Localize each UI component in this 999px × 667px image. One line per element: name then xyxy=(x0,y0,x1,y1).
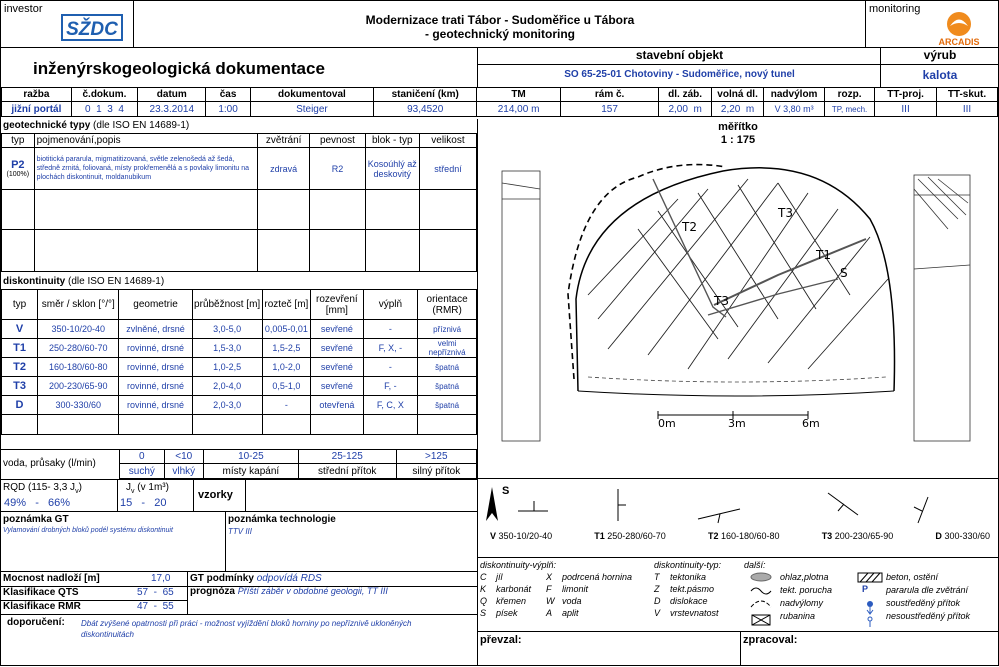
col-tm: TM xyxy=(477,88,560,102)
svg-text:S: S xyxy=(840,266,848,280)
orientation-symbols xyxy=(477,478,999,558)
notes-section: poznámka GT Vylamování drobných bloků podél systému diskontinuit poznámka technologie TTV III xyxy=(1,511,477,572)
geotech-title: geotechnické typy xyxy=(3,120,91,131)
vyrub-value: kalota xyxy=(922,68,958,82)
meritko-label: měřítko xyxy=(718,121,758,133)
disk-section: diskontinuity (dle ISO EN 14689-1) typ směr / sklon [°/°] geometrie průběžnost [m] rozteč [m] rozevření [mm] výplň orientace (RMR) V 350-10/20-40 zvlněné, drsné 3,0-5,0 0,005-0,01 sevřené - příznivá T1 250-280/60-70 rovinné, drsné 1,5-3,0 1,5-2,5 sevřené F, X, - velmi nepříznivá T2 160-180/60-80 rovinné, drsné 1,0-2,5 1,0-2,0 sevřené - špatná T3 200-230/65-90 rovinné, drsné 2,0-4,0 0,5-1,0 sevřené F, - špatná D 300-330/60 rovinné, drsné 2,0-3,0 - otevřená F, C, X špatná xyxy=(1,275,477,435)
legend-vypln-item: Q xyxy=(480,596,488,606)
legend-vypln-item: limonit xyxy=(562,584,589,594)
disk-cell-typ: T1 xyxy=(2,339,38,358)
disk-cell-roz: 0,005-0,01 xyxy=(262,320,310,339)
svg-text:ARCADIS: ARCADIS xyxy=(938,37,980,47)
investor-label: investor xyxy=(4,3,43,15)
rozp-value: TP, mech. xyxy=(824,102,874,117)
col-ram: rám č. xyxy=(560,88,659,102)
legend-vypln-item: W xyxy=(546,596,555,606)
legend-typ-item: vrstevnatost xyxy=(670,608,719,618)
disk-cell-typ: T3 xyxy=(2,377,38,396)
szdc-logo xyxy=(61,13,125,43)
staniceni-value: 93,4520 xyxy=(374,102,477,117)
col-razba: ražba xyxy=(2,88,72,102)
legend-typ-item: tektonika xyxy=(670,572,707,582)
legend-dalsi-item: tekt. porucha xyxy=(780,585,833,595)
disk-cell-geo: rovinné, drsné xyxy=(119,339,192,358)
logo-text: SŽDC xyxy=(66,19,118,40)
tunnel-sketch xyxy=(478,119,999,478)
disk-cell-prub: 1,5-3,0 xyxy=(192,339,262,358)
legend-dalsi2-item: beton, ostění xyxy=(886,572,939,582)
disk-cell-prub: 1,0-2,5 xyxy=(192,358,262,377)
signature-row xyxy=(477,631,999,666)
info-table xyxy=(1,87,998,117)
disk-cell-roz: - xyxy=(262,396,310,415)
disk-cell-typ: T2 xyxy=(2,358,38,377)
legend-typ-item: tekt.pásmo xyxy=(670,584,715,594)
geotech-row: P2 (100%) biotitická pararula, migmatitizovaná, světle zelenošedá až šedá, středně zrnitá, foliovaná, místy prokřemenělá a s povlaky limonitu na plochách diskontinuit, moldanubikum zdravá R2 Kosoúhlý až deskovitý střední xyxy=(2,148,477,190)
north-label: S xyxy=(502,485,510,497)
col-nadvylom: nadvýlom xyxy=(764,88,825,102)
header-bar xyxy=(1,1,998,48)
disk-cell-geo: rovinné, drsné xyxy=(119,396,192,415)
rqd-section: RQD (115- 3,3 $J_v$) 49% - 66% $J_v$ (v 1m³) 15 - 20 vzorky xyxy=(1,479,477,512)
col-dokumentoval: dokumentoval xyxy=(250,88,373,102)
legend-vypln-item: křemen xyxy=(496,596,527,606)
disk-title: diskontinuity xyxy=(3,276,66,287)
disk-cell-rozev: otevřená xyxy=(311,396,364,415)
symbol-0: V 350-10/20-40 xyxy=(490,531,553,541)
legend-dalsi2-item: pararula dle zvětrání xyxy=(886,585,969,595)
symbol-1: T1 250-280/60-70 xyxy=(594,531,666,541)
voda-section: voda, průsaky (l/min) 0 <10 10-25 25-125 >125 suchý vlhký místy kapání střední přítok silný přítok xyxy=(1,449,477,480)
tm-value: 214,00 m xyxy=(477,102,560,117)
col-dokum: č.dokum. xyxy=(71,88,137,102)
disk-row xyxy=(2,377,477,396)
voda-label: voda, průsaky (l/min) xyxy=(3,458,96,469)
col-cas: čas xyxy=(206,88,250,102)
legend-vypln-item: X xyxy=(546,572,553,582)
tt-proj-value: III xyxy=(875,102,937,117)
legend-vypln-item: S xyxy=(480,608,487,618)
bottom-section: Mocnost nadloží [m] 17,0 GT podmínky odpovídá RDS Klasifikace QTS 57 - 65 prognóza Příští záběr v obdobné geologii, TT III Klasifikace RMR 47 - 55 doporučení: Dbát zvýšené opatrnosti při práci - možnost vyjíždění bloků horniny po nepříznivě ukloněných diskontinuitách xyxy=(1,571,477,666)
nadvylom-value: V 3,80 m³ xyxy=(764,102,825,117)
razba-value: jižní portál xyxy=(2,102,72,117)
project-title: Modernizace trati Tábor - Sudoměřice u Tábora xyxy=(365,13,635,27)
disk-cell-smer: 250-280/60-70 xyxy=(38,339,119,358)
datum-value: 23.3.2014 xyxy=(138,102,206,117)
vzorky-label: vzorky xyxy=(198,489,233,501)
meritko-value: 1 : 175 xyxy=(720,134,756,146)
legend-vypln-item: F xyxy=(546,584,552,594)
legend-vypln-item: podrcená hornina xyxy=(562,572,633,582)
disk-cell-orient: špatná xyxy=(418,396,477,415)
col-volna: volná dl. xyxy=(711,88,763,102)
disk-cell-vypln: F, X, - xyxy=(363,339,418,358)
legend-vypln-item: voda xyxy=(562,596,582,606)
disk-cell-rozev: sevřené xyxy=(311,339,364,358)
col-datum: datum xyxy=(138,88,206,102)
symbol-3: T3 200-230/65-90 xyxy=(821,531,894,541)
disk-cell-typ: V xyxy=(2,320,38,339)
legend-typ-item: T xyxy=(654,572,660,582)
col-dl-zab: dl. záb. xyxy=(659,88,711,102)
svg-text:3m: 3m xyxy=(728,417,746,430)
tt-skut-value: III xyxy=(936,102,997,117)
disk-cell-smer: 160-180/60-80 xyxy=(38,358,119,377)
legend-dalsi-item: rubanina xyxy=(780,611,816,621)
arcadis-logo xyxy=(934,9,984,47)
legend-dalsi-item: nadvýlomy xyxy=(780,598,824,608)
disk-cell-smer: 350-10/20-40 xyxy=(38,320,119,339)
disk-row xyxy=(2,320,477,339)
disk-row xyxy=(2,396,477,415)
svg-text:6m: 6m xyxy=(802,417,820,430)
legend-vypln-item: karbonát xyxy=(496,584,532,594)
drawing-panel xyxy=(477,119,999,478)
dokum-value: 0 1 3 4 xyxy=(71,102,137,117)
svg-text:T1: T1 xyxy=(816,248,831,262)
disk-cell-orient: špatná xyxy=(418,377,477,396)
rqd-label: RQD (115- 3,3 $J_v$) xyxy=(3,482,82,495)
disk-cell-smer: 200-230/65-90 xyxy=(38,377,119,396)
disk-cell-roz: 0,5-1,0 xyxy=(262,377,310,396)
disk-cell-geo: rovinné, drsné xyxy=(119,377,192,396)
geotech-section: geotechnické typy (dle ISO EN 14689-1) typ pojmenování,popis zvětrání pevnost blok - typ velikost P2 (100%) biotitická pararula, migmatitizovaná, světle zelenošedá až šedá, středně zrnitá, foliovaná, místy prokřemenělá a s povlaky limonitu na plochách diskontinuit, moldanubikum zdravá R2 Kosoúhlý až deskovitý střední xyxy=(1,119,477,272)
col-staniceni: staničení (km) xyxy=(374,88,477,102)
project-subtitle: - geotechnický monitoring xyxy=(424,27,575,41)
disk-cell-vypln: F, - xyxy=(363,377,418,396)
disk-cell-orient: špatná xyxy=(418,358,477,377)
disk-cell-prub: 2,0-3,0 xyxy=(192,396,262,415)
legend-typ-item: D xyxy=(654,596,661,606)
disk-cell-vypln: F, C, X xyxy=(363,396,418,415)
legend-typ-item: V xyxy=(654,608,661,618)
disk-cell-smer: 300-330/60 xyxy=(38,396,119,415)
vyrub-label: výrub xyxy=(881,47,999,65)
symbol-2: T2 160-180/60-80 xyxy=(707,531,780,541)
disk-cell-typ: D xyxy=(2,396,38,415)
legend-dalsi-item: ohlaz,plotna xyxy=(780,572,829,582)
legend-dalsi2-item: soustředěný přítok xyxy=(886,598,961,608)
svg-text:T3: T3 xyxy=(778,206,793,220)
disk-cell-prub: 3,0-5,0 xyxy=(192,320,262,339)
doc-title: inženýrskogeologická dokumentace xyxy=(33,59,325,78)
dl-zab-value: 2,00 m xyxy=(659,102,711,117)
disk-cell-orient: velmi nepříznivá xyxy=(418,339,477,358)
disk-cell-roz: 1,0-2,0 xyxy=(262,358,310,377)
legend-vypln-item: A xyxy=(546,608,553,618)
col-tt-proj: TT-proj. xyxy=(875,88,937,102)
disk-cell-vypln: - xyxy=(363,358,418,377)
legend-vypln-item: písek xyxy=(496,608,518,618)
dokumentoval-value: Steiger xyxy=(250,102,373,117)
legend-section: diskontinuity-výplň: C jíl X podrcená hornina K karbonát F limonit Q křemen W voda S písek A aplit diskontinuity-typ: T tektonika Z tekt.pásmo D dislokace V vrstevnatost další: ohlaz,plotna tekt. porucha nadvýlomy rubanina P beton, ostění pararula dle zvětrání soustředěný přítok nesoustředěný přítok xyxy=(477,557,999,632)
cas-value: 1:00 xyxy=(206,102,250,117)
svg-text:T2: T2 xyxy=(682,220,697,234)
legend-vypln-item: K xyxy=(480,584,487,594)
symbol-4: D 300-330/60 xyxy=(935,531,990,541)
disk-cell-geo: rovinné, drsné xyxy=(119,358,192,377)
legend-vypln-item: jíl xyxy=(496,572,503,582)
legend-typ-item: Z xyxy=(654,584,660,594)
disk-cell-geo: zvlněné, drsné xyxy=(119,320,192,339)
disk-cell-rozev: sevřené xyxy=(311,377,364,396)
volna-value: 2,20 m xyxy=(711,102,763,117)
col-rozp: rozp. xyxy=(824,88,874,102)
disk-cell-rozev: sevřené xyxy=(311,358,364,377)
legend-vypln-item: C xyxy=(480,572,487,582)
legend-dalsi2-item: nesoustředěný přítok xyxy=(886,611,971,621)
ram-value: 157 xyxy=(560,102,659,117)
stavebni-objekt-value: SO 65-25-01 Chotoviny - Sudoměřice, nový tunel xyxy=(564,69,795,80)
legend-typ-item: dislokace xyxy=(670,596,708,606)
monitoring-label: monitoring xyxy=(869,3,921,15)
stavebni-objekt-label: stavební objekt xyxy=(478,47,881,65)
disk-cell-rozev: sevřené xyxy=(311,320,364,339)
disk-cell-prub: 2,0-4,0 xyxy=(192,377,262,396)
disk-row xyxy=(2,358,477,377)
legend-vypln-item: aplit xyxy=(562,608,579,618)
prevzal-label: převzal: xyxy=(480,634,522,646)
col-tt-skut: TT-skut. xyxy=(936,88,997,102)
disk-row xyxy=(2,339,477,358)
svg-text:0m: 0m xyxy=(658,417,676,430)
zpracoval-label: zpracoval: xyxy=(743,634,798,646)
disk-cell-roz: 1,5-2,5 xyxy=(262,339,310,358)
disk-cell-vypln: - xyxy=(363,320,418,339)
disk-cell-orient: příznivá xyxy=(418,320,477,339)
svg-text:T3: T3 xyxy=(714,294,729,308)
